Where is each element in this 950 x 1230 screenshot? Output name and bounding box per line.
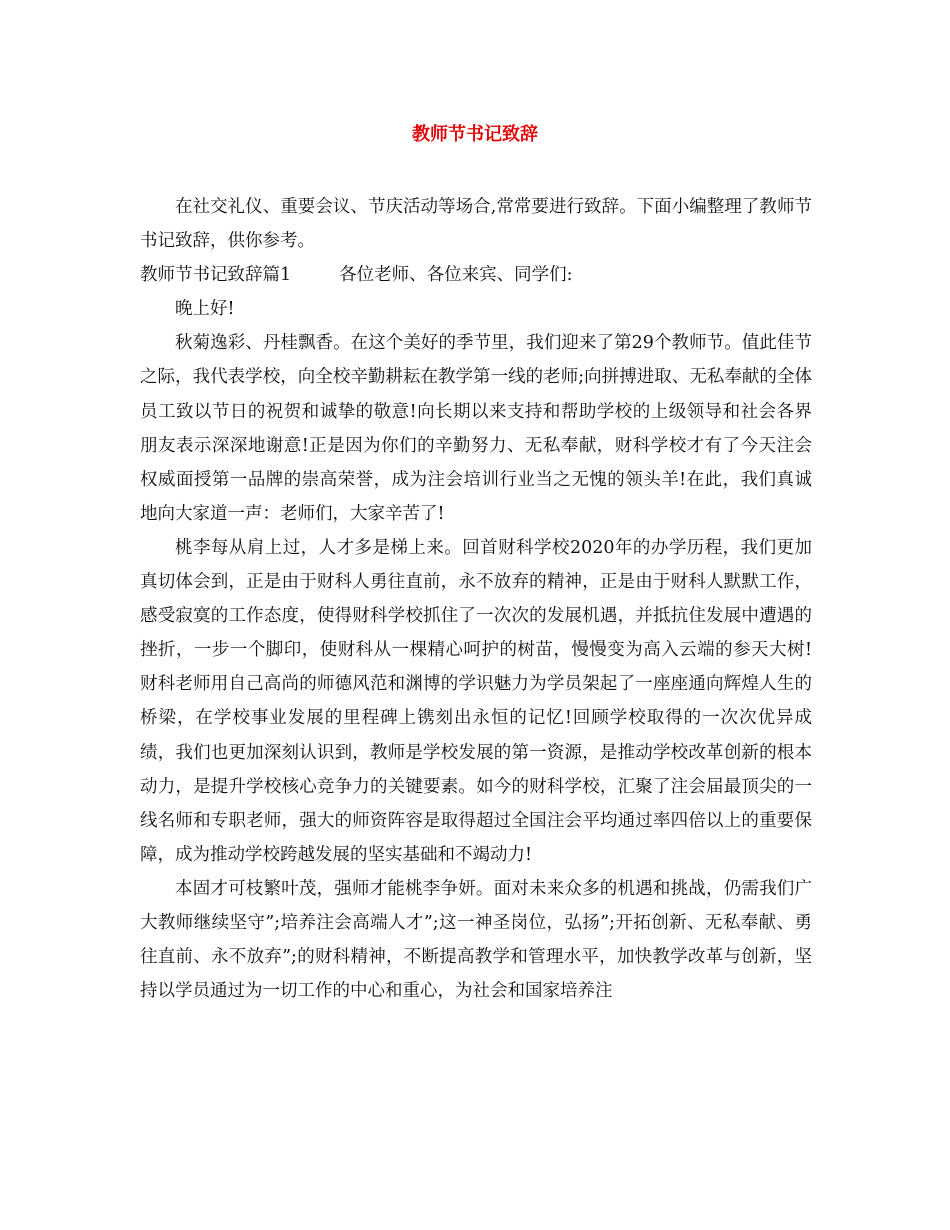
intro-paragraph: 在社交礼仪、重要会议、节庆活动等场合,常常要进行致辞。下面小编整理了教师节书记致辞，供你参考。 [140,197,812,252]
document-body [140,190,812,1008]
document-title: 教师节书记致辞 [412,124,538,145]
greeting: 晚上好! [175,299,235,320]
body-paragraph-3: 本固才可枝繁叶茂，强师才能桃李争妍。面对未来众多的机遇和挑战，仍需我们广大教师继续坚守”;培养注会高端人才”;这一神圣岗位，弘扬”;开拓创新、无私奉献、勇往直前、永不放弃”;的财科精神，不断提高教学和管理水平，加快教学改革与创新，坚持以学员通过为一切工作的中心和重心，为社会和国家培养注 [140,878,812,1002]
salutation: 各位老师、各位来宾、同学们: [339,265,573,286]
section-heading-line [140,258,812,292]
body-paragraph-2: 桃李每从肩上过，人才多是梯上来。回首财科学校2020年的办学历程，我们更加真切体会到，正是由于财科人勇往直前，永不放弃的精神，正是由于财科人默默工作，感受寂寞的工作态度，使得财科学校抓住了一次次的发展机遇，并抵抗住发展中遭遇的挫折，一步一个脚印，使财科从一棵精心呵护的树苗，慢慢变为高入云端的参天大树!财科老师用自己高尚的师德风范和渊博的学识魅力为学员架起了一座座通向辉煌人生的桥梁，在学校事业发展的里程碑上镌刻出永恒的记忆!回顾学校取得的一次次优异成绩，我们也更加深刻认识到，教师是学校发展的第一资源，是推动学校改革创新的根本动力，是提升学校核心竞争力的关键要素。如今的财科学校，汇聚了注会届最顶尖的一线名师和专职老师，强大的师资阵容是取得超过全国注会平均通过率四倍以上的重要保障，成为推动学校跨越发展的坚实基础和不竭动力! [140,537,812,865]
body-paragraph-1: 秋菊逸彩、丹桂飘香。在这个美好的季节里，我们迎来了第29个教师节。值此佳节之际，我代表学校，向全校辛勤耕耘在教学第一线的老师;向拼搏进取、无私奉献的全体员工致以节日的祝贺和诚挚的敬意!向长期以来支持和帮助学校的上级领导和社会各界朋友表示深深地谢意!正是因为你们的辛勤努力、无私奉献，财科学校才有了今天注会权威面授第一品牌的崇高荣誉，成为注会培训行业当之无愧的领头羊!在此，我们真诚地向大家道一声：老师们，大家辛苦了! [140,333,812,524]
section-heading: 教师节书记致辞篇1 [140,265,292,286]
